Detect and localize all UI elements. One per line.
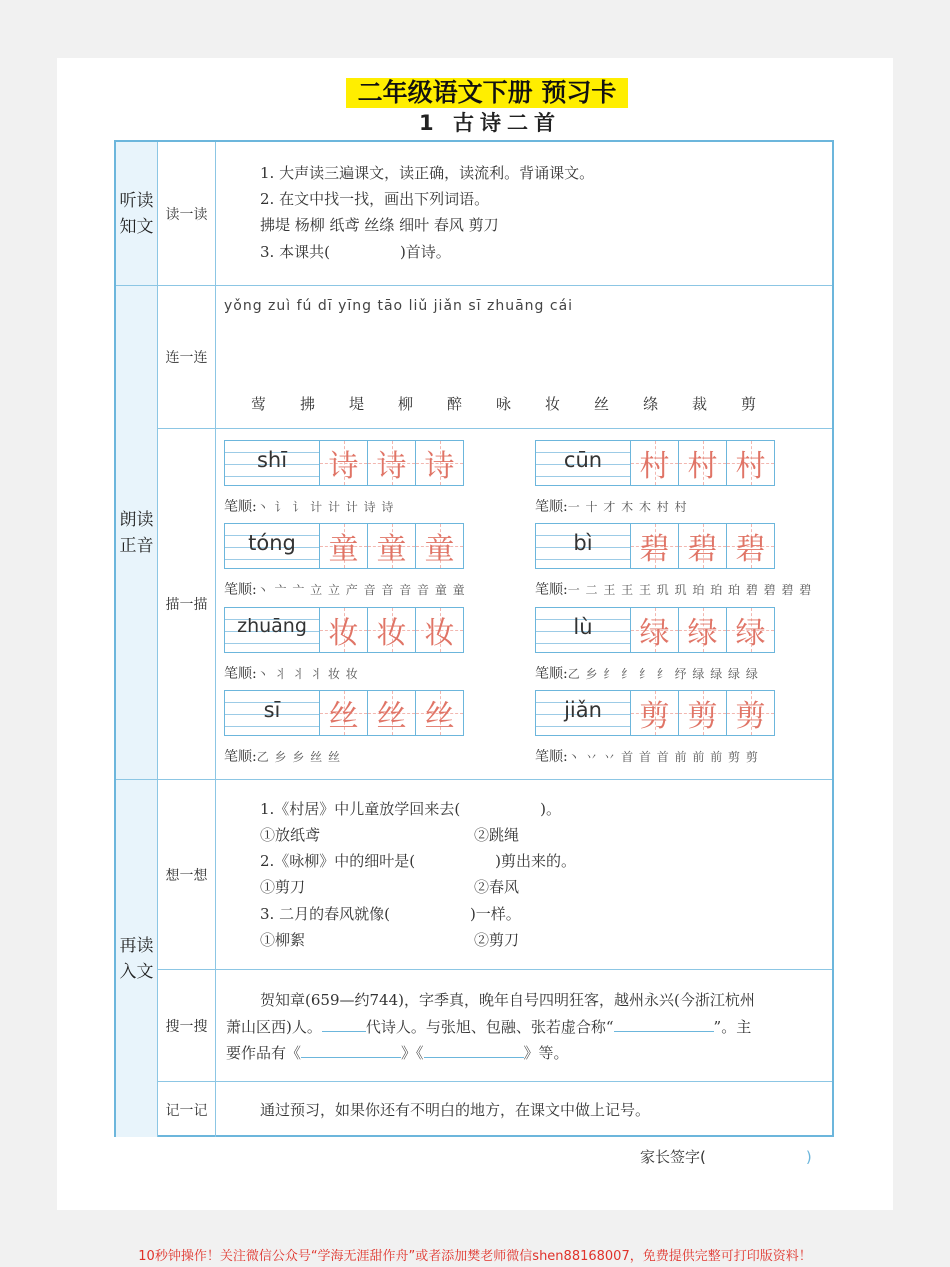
connect-char[interactable]: 堤 — [348, 395, 364, 413]
sub-read: 读一读 — [158, 142, 216, 286]
note-text: 通过预习，如果你还有不明白的地方，在课文中做上记号。 — [260, 1101, 651, 1119]
trace-char-box[interactable]: 妆 — [320, 607, 368, 653]
read-instruction-1: 1. 大声读三遍课文，读正确，读流利。背诵课文。 — [260, 164, 595, 182]
think-option[interactable]: ①剪刀 — [260, 878, 306, 896]
search-text-line-1: 贺知章(659—约744)，字季真，晚年自号四明狂客，越州永兴(今浙江杭州 — [260, 991, 755, 1009]
sub-connect: 连一连 — [158, 286, 216, 429]
connect-char[interactable]: 柳 — [397, 395, 413, 413]
trace-item-tong — [224, 523, 464, 569]
trace-char-box[interactable]: 村 — [631, 440, 679, 486]
stroke-order: 笔顺:一 二 王 王 王 玑 玑 珀 珀 珀 碧 碧 碧 碧 — [535, 582, 813, 598]
fill-blank[interactable] — [614, 1031, 714, 1032]
read-instruction-3: 3. 本课共( )首诗。 — [260, 243, 451, 261]
category-listen: 听读知文 — [116, 142, 158, 286]
connect-char-row — [234, 393, 773, 414]
trace-char-box[interactable]: 绿 — [631, 607, 679, 653]
trace-char-box[interactable]: 童 — [368, 523, 416, 569]
stroke-order: 笔顺:一 十 才 木 木 村 村 — [535, 499, 688, 515]
pinyin-box: zhuāng — [224, 607, 320, 653]
trace-item-cun — [535, 440, 775, 486]
connect-char[interactable]: 醉 — [446, 395, 462, 413]
connect-char[interactable]: 莺 — [250, 395, 266, 413]
parent-signature: 家长签字( ) — [640, 1148, 812, 1166]
fill-blank[interactable] — [322, 1031, 366, 1032]
connect-char[interactable]: 剪 — [740, 395, 756, 413]
fill-blank[interactable] — [301, 1057, 401, 1058]
think-question-1: 1.《村居》中儿童放学回来去( )。 — [260, 800, 562, 818]
trace-char-box[interactable]: 剪 — [679, 690, 727, 736]
trace-item-bi — [535, 523, 775, 569]
connect-pinyin-row: yǒng zuì fú dī yīng tāo liǔ jiǎn sī zhuāng cái — [224, 298, 574, 314]
fill-blank[interactable] — [424, 1057, 524, 1058]
row-divider — [216, 969, 832, 970]
trace-char-box[interactable]: 诗 — [320, 440, 368, 486]
trace-item-jian — [535, 690, 775, 736]
trace-char-box[interactable]: 诗 — [416, 440, 464, 486]
trace-char-box[interactable]: 妆 — [368, 607, 416, 653]
connect-char[interactable]: 丝 — [593, 395, 609, 413]
stroke-order: 笔顺:丶 亠 亠 立 立 产 音 音 音 音 童 童 — [224, 582, 466, 598]
connect-char[interactable]: 裁 — [691, 395, 707, 413]
pinyin-box: shī — [224, 440, 320, 486]
row-divider — [216, 428, 832, 429]
stroke-order: 笔顺:丶 丬 丬 丬 妆 妆 — [224, 666, 359, 682]
sub-note: 记一记 — [158, 1082, 216, 1137]
trace-char-box[interactable]: 丝 — [368, 690, 416, 736]
pinyin-box: tóng — [224, 523, 320, 569]
read-instruction-2: 2. 在文中找一找，画出下列词语。 — [260, 190, 490, 208]
connect-char[interactable]: 绦 — [642, 395, 658, 413]
pinyin-box: sī — [224, 690, 320, 736]
trace-char-box[interactable]: 诗 — [368, 440, 416, 486]
think-option[interactable]: ①放纸鸢 — [260, 826, 321, 844]
search-text-line-2: 萧山区西)人。 代诗人。与张旭、包融、张若虚合称“ ”。主 — [226, 1018, 752, 1036]
row-divider — [216, 779, 832, 780]
trace-char-box[interactable]: 剪 — [631, 690, 679, 736]
pinyin-box: lù — [535, 607, 631, 653]
worksheet-title: 二年级语文下册 预习卡 — [346, 78, 628, 108]
trace-item-lu — [535, 607, 775, 653]
trace-item-shi — [224, 440, 464, 486]
trace-char-box[interactable]: 村 — [727, 440, 775, 486]
connect-char[interactable]: 拂 — [299, 395, 315, 413]
trace-char-box[interactable]: 妆 — [416, 607, 464, 653]
category-reread: 再读入文 — [116, 780, 158, 1137]
search-text-line-3: 要作品有《 》《 》等。 — [226, 1044, 569, 1062]
stroke-order: 笔顺:乙 乡 乡 丝 丝 — [224, 749, 341, 765]
pinyin-box: bì — [535, 523, 631, 569]
trace-char-box[interactable]: 童 — [320, 523, 368, 569]
connect-char[interactable]: 咏 — [495, 395, 511, 413]
trace-char-box[interactable]: 村 — [679, 440, 727, 486]
sub-think: 想一想 — [158, 780, 216, 970]
think-option[interactable]: ②跳绳 — [474, 826, 520, 844]
think-question-2: 2.《咏柳》中的细叶是( )剪出来的。 — [260, 852, 577, 870]
stroke-order: 笔顺:丶 讠 讠 计 计 计 诗 诗 — [224, 499, 395, 515]
read-word-list: 拂堤 杨柳 纸鸢 丝绦 细叶 春风 剪刀 — [260, 216, 499, 234]
stroke-order: 笔顺:乙 乡 纟 纟 纟 纟 纾 绿 绿 绿 绿 — [535, 666, 759, 682]
sub-trace: 描一描 — [158, 429, 216, 780]
think-option[interactable]: ①柳絮 — [260, 931, 306, 949]
trace-char-box[interactable]: 丝 — [416, 690, 464, 736]
think-question-3: 3. 二月的春风就像( )一样。 — [260, 905, 521, 923]
pinyin-box: jiǎn — [535, 690, 631, 736]
sub-search: 搜一搜 — [158, 970, 216, 1082]
stroke-order: 笔顺:丶 丷 丷 首 首 首 前 前 前 剪 剪 — [535, 749, 759, 765]
think-option[interactable]: ②春风 — [474, 878, 520, 896]
promo-footer: 10秒钟操作！关注微信公众号“学海无涯甜作舟”或者添加樊老师微信shen88168007，免费提供完整可打印版资料！ — [138, 1249, 812, 1264]
category-pronounce: 朗读正音 — [116, 286, 158, 780]
trace-item-zhuang — [224, 607, 464, 653]
trace-char-box[interactable]: 丝 — [320, 690, 368, 736]
trace-char-box[interactable]: 碧 — [679, 523, 727, 569]
trace-char-box[interactable]: 童 — [416, 523, 464, 569]
connect-char[interactable]: 妆 — [544, 395, 560, 413]
lesson-title: 1 古诗二首 — [419, 111, 561, 135]
trace-item-si — [224, 690, 464, 736]
row-divider — [216, 285, 832, 286]
trace-char-box[interactable]: 碧 — [631, 523, 679, 569]
trace-char-box[interactable]: 绿 — [679, 607, 727, 653]
trace-char-box[interactable]: 绿 — [727, 607, 775, 653]
think-option[interactable]: ②剪刀 — [474, 931, 520, 949]
row-divider — [216, 1081, 832, 1082]
trace-char-box[interactable]: 碧 — [727, 523, 775, 569]
pinyin-box: cūn — [535, 440, 631, 486]
trace-char-box[interactable]: 剪 — [727, 690, 775, 736]
